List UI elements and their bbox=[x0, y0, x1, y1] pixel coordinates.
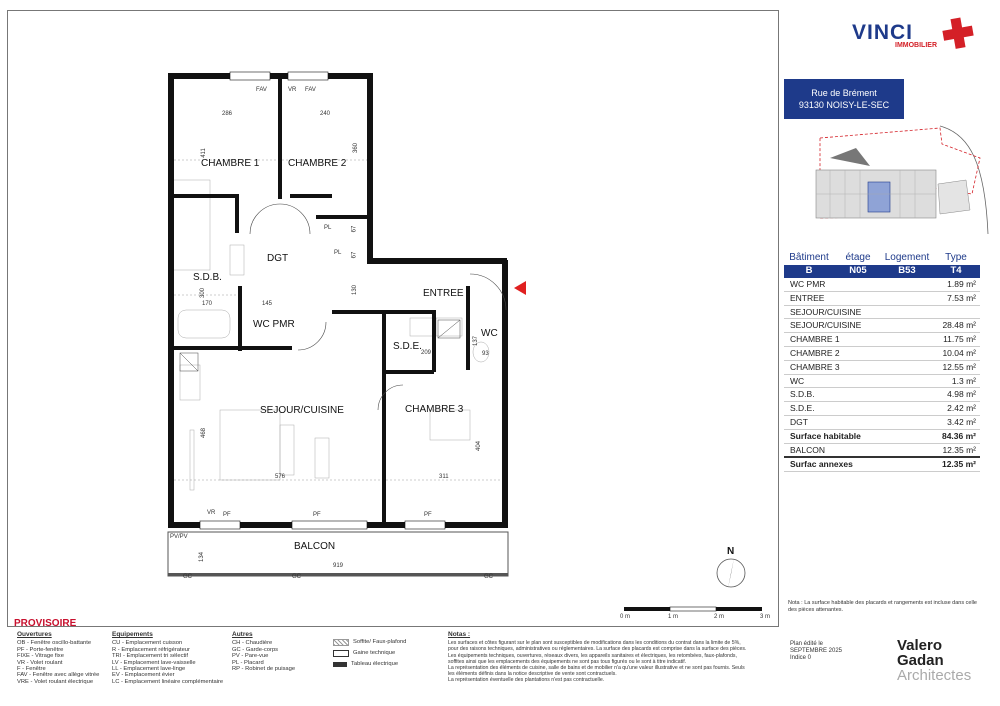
address-city: 93130 NOISY-LE-SEC bbox=[798, 100, 890, 110]
legend-autres bbox=[232, 632, 295, 672]
value-type: T4 bbox=[950, 265, 962, 276]
table-row bbox=[784, 347, 980, 361]
row-label: S.D.B. bbox=[790, 389, 815, 400]
scale-label: 0 m bbox=[620, 614, 631, 620]
legend-item: F - Fenêtre bbox=[17, 666, 46, 673]
row-label: S.D.E. bbox=[790, 403, 815, 414]
architect-line3: Architectes bbox=[897, 667, 972, 684]
room-sdb: S.D.B. bbox=[193, 272, 222, 283]
row-value: 1.89 m² bbox=[947, 279, 976, 289]
row-value: 12.35 m² bbox=[941, 459, 976, 470]
row-value: 2.42 m² bbox=[947, 403, 976, 414]
legend-notes bbox=[448, 632, 778, 684]
legend-item: LL - Emplacement lave-linge bbox=[112, 666, 186, 673]
gaine-technique-icon bbox=[333, 650, 349, 657]
surface-table bbox=[784, 252, 980, 472]
row-value: 28.48 m² bbox=[942, 320, 976, 331]
legend-item: R - Emplacement réfrigérateur bbox=[112, 646, 190, 653]
row-value: 4.98 m² bbox=[947, 389, 976, 400]
row-value: 11.75 m² bbox=[943, 334, 976, 345]
legend-heading: Equipements bbox=[112, 631, 153, 638]
dim-label: 137 bbox=[473, 335, 480, 347]
dim-label: 130 bbox=[352, 284, 359, 296]
row-value: 84.36 m² bbox=[941, 430, 976, 441]
legend-item: LV - Emplacement lave-vaisselle bbox=[112, 659, 196, 666]
dim-label: 300 bbox=[200, 287, 207, 299]
architect-line2: Gadan bbox=[897, 652, 944, 669]
railing-code: GC bbox=[292, 574, 301, 580]
table-row-total bbox=[784, 430, 980, 444]
table-values-row bbox=[784, 265, 980, 278]
vinci-cross-icon bbox=[941, 16, 977, 50]
value-etage: N05 bbox=[849, 265, 867, 276]
header-batiment: Bâtiment bbox=[789, 252, 829, 263]
surface-note: Nota : La surface habitable des placards et rangements est incluse dans celle des pièces attenantes. bbox=[788, 600, 977, 613]
legend-item: Gaine technique bbox=[353, 650, 396, 656]
header-logement: Logement bbox=[884, 252, 930, 263]
row-label: SEJOUR/CUISINE bbox=[790, 320, 862, 331]
plan-edition-date: SEPTEMBRE 2025 bbox=[790, 648, 843, 654]
dim-label: 411 bbox=[200, 148, 207, 158]
address-box bbox=[784, 79, 904, 119]
dim-label: 286 bbox=[222, 111, 233, 117]
immobilier-label: IMMOBILIER bbox=[895, 42, 937, 49]
window-code: FAV bbox=[305, 87, 316, 93]
legend-symbols bbox=[333, 637, 406, 670]
room-wc: WC bbox=[481, 328, 498, 339]
note-line: La représentation éventuelle des plantations n'est pas contractuelle. bbox=[448, 677, 605, 684]
dim-label: 170 bbox=[202, 301, 213, 307]
legend-item: Tableau électrique bbox=[351, 661, 399, 667]
window-code: PF bbox=[424, 512, 432, 518]
value-logement: B53 bbox=[898, 265, 916, 276]
table-row bbox=[784, 402, 980, 416]
window-code: PF bbox=[313, 512, 321, 518]
note-line: Les équipements techniques, ouvertures, réseaux divers, les appareils sanitaires et électriques, les retombées, faux-plafonds, bbox=[448, 652, 737, 659]
plan-info bbox=[790, 641, 842, 662]
legend-item: Soffite/ Faux-plafond bbox=[353, 639, 407, 645]
window-code: PV/PV bbox=[170, 534, 188, 540]
dim-label: 67 bbox=[351, 251, 358, 259]
legend-item: VRE - Volet roulant électrique bbox=[17, 678, 94, 685]
row-value: 12.55 m² bbox=[942, 361, 976, 372]
note-line: Les surfaces et côtes figurant sur le plan sont susceptibles de modifications dans les conditions du contrat dans la limite de 5%, bbox=[448, 640, 741, 647]
plan-index: Indice 0 bbox=[790, 655, 812, 661]
row-label: CHAMBRE 3 bbox=[790, 361, 840, 372]
note-line: La représentation des éléments de cuisine, salle de bains et de mobilier n'a qu'une valeur illustrative et ne sont pas fournis. Seuls bbox=[448, 665, 745, 672]
dim-label: 209 bbox=[421, 350, 432, 356]
note-line: pour des raisons techniques, administratives ou réglementaires. La surface des placards est comprise dans la surface des pièces. bbox=[448, 646, 747, 653]
legend-item: CU - Emplacement cuisson bbox=[112, 640, 183, 647]
row-value: 3.42 m² bbox=[947, 416, 976, 427]
legend-heading: Notas : bbox=[448, 631, 471, 638]
closet-code: PL bbox=[334, 250, 342, 256]
row-label: Surface habitable bbox=[790, 430, 861, 441]
scale-label: 2 m bbox=[714, 614, 725, 620]
dim-label: 67 bbox=[351, 225, 358, 233]
dim-label: 240 bbox=[320, 111, 331, 117]
row-label: WC PMR bbox=[790, 279, 826, 289]
plan-edition-label: Plan édité le bbox=[790, 641, 824, 647]
site-plan-thumbnail bbox=[790, 124, 990, 236]
dim-label: 404 bbox=[476, 440, 483, 452]
scale-label: 3 m bbox=[760, 614, 771, 620]
room-wc-pmr: WC PMR bbox=[253, 319, 295, 330]
row-label: CHAMBRE 2 bbox=[790, 347, 840, 358]
table-row bbox=[784, 361, 980, 375]
room-balcon: BALCON bbox=[294, 541, 336, 552]
tableau-electrique-icon bbox=[333, 662, 347, 667]
row-label: SEJOUR/CUISINE bbox=[790, 306, 862, 317]
row-label: BALCON bbox=[790, 444, 825, 455]
table-row bbox=[784, 388, 980, 402]
legend bbox=[7, 617, 777, 697]
row-value: 10.04 m² bbox=[942, 347, 976, 358]
legend-item: CH - Chaudière bbox=[232, 640, 273, 647]
note-line: les éléments définis dans la notice descriptive de vente sont contractuels. bbox=[448, 671, 617, 678]
legend-item: OB - Fenêtre oscillo-battante bbox=[17, 640, 92, 647]
row-label: WC bbox=[790, 375, 805, 386]
legend-item: PL - Placard bbox=[232, 659, 264, 666]
legend-symbol-row bbox=[333, 637, 406, 648]
soffite-hatch-icon bbox=[333, 639, 349, 646]
header-etage: étage bbox=[845, 252, 871, 263]
legend-item: GC - Garde-corps bbox=[232, 646, 279, 653]
window-code: VR bbox=[288, 87, 297, 93]
architect-line1: Valero bbox=[897, 637, 943, 654]
dim-label: 919 bbox=[333, 563, 344, 569]
row-label: CHAMBRE 1 bbox=[790, 334, 840, 345]
legend-item: RP - Robinet de puisage bbox=[232, 666, 296, 673]
closet-code: PL bbox=[324, 225, 332, 231]
room-entree: ENTREE bbox=[423, 288, 464, 299]
legend-item: TRI - Emplacement tri sélectif bbox=[112, 653, 189, 660]
value-batiment: B bbox=[805, 265, 813, 276]
north-label: N bbox=[727, 546, 735, 557]
row-value: 7.53 m² bbox=[947, 292, 976, 303]
room-chambre-1: CHAMBRE 1 bbox=[201, 158, 260, 169]
railing-code: GC bbox=[484, 574, 493, 580]
note-line: soffites ainsi que les emplacements des équipements ne sont pas tous figurés ou le sont à titre indicatif. bbox=[448, 658, 687, 665]
legend-item: EV - Emplacement évier bbox=[112, 672, 175, 679]
address-street: Rue de Brément bbox=[811, 88, 877, 98]
architect-logo bbox=[897, 638, 971, 683]
window-code: PF bbox=[223, 512, 231, 518]
header-type: Type bbox=[945, 252, 967, 263]
row-label: DGT bbox=[790, 416, 808, 427]
legend-item: FAV - Fenêtre avec allège vitrée bbox=[17, 672, 100, 679]
table-row bbox=[784, 319, 980, 333]
legend-item: PV - Pare-vue bbox=[232, 653, 269, 660]
legend-ouvertures bbox=[17, 632, 99, 685]
north-arrow-icon bbox=[714, 556, 748, 590]
provisoire-label: PROVISOIRE bbox=[14, 618, 77, 629]
dim-label: 145 bbox=[262, 301, 273, 307]
legend-heading: Autres bbox=[232, 631, 253, 638]
dim-label: 468 bbox=[201, 427, 208, 439]
legend-item: FIXE - Vitrage fixe bbox=[17, 653, 64, 660]
table-row bbox=[784, 278, 980, 292]
entrance-arrow-icon bbox=[514, 281, 526, 295]
table-row bbox=[784, 292, 980, 306]
table-header-row bbox=[784, 252, 980, 265]
dim-label: 576 bbox=[275, 474, 286, 480]
legend-item: LC - Emplacement linéaire complémentaire bbox=[112, 678, 224, 685]
dim-label: 134 bbox=[199, 551, 206, 563]
room-dgt: DGT bbox=[267, 253, 289, 264]
table-row bbox=[784, 306, 980, 320]
room-sejour-cuisine: SEJOUR/CUISINE bbox=[260, 405, 344, 416]
row-label: ENTREE bbox=[790, 292, 825, 303]
room-chambre-3: CHAMBRE 3 bbox=[405, 404, 464, 415]
dim-label: 311 bbox=[439, 474, 449, 480]
legend-item: PF - Porte-fenêtre bbox=[17, 646, 64, 653]
table-row bbox=[784, 416, 980, 430]
room-chambre-2: CHAMBRE 2 bbox=[288, 158, 347, 169]
dim-label: 93 bbox=[482, 351, 489, 357]
legend-symbol-row bbox=[333, 648, 406, 659]
scale-bar bbox=[622, 605, 772, 613]
row-value: 12.35 m² bbox=[942, 444, 976, 455]
scale-label: 1 m bbox=[668, 614, 679, 620]
row-label: Surfac annexes bbox=[790, 459, 853, 470]
row-value: 1.3 m² bbox=[951, 375, 976, 386]
railing-code: GC bbox=[183, 574, 192, 580]
dim-label: 360 bbox=[353, 142, 360, 154]
legend-equipements bbox=[112, 632, 223, 685]
table-row bbox=[784, 375, 980, 389]
legend-symbol-row bbox=[333, 659, 406, 670]
room-sde: S.D.E. bbox=[393, 341, 422, 352]
table-row bbox=[784, 444, 980, 459]
vinci-logo: VINCI bbox=[852, 21, 914, 44]
window-code: VR bbox=[207, 510, 216, 516]
table-row bbox=[784, 333, 980, 347]
legend-item: VR - Volet roulant bbox=[17, 659, 63, 666]
window-code: FAV bbox=[256, 87, 267, 93]
table-row-annex-total bbox=[784, 458, 980, 472]
legend-heading: Ouvertures bbox=[17, 631, 52, 638]
